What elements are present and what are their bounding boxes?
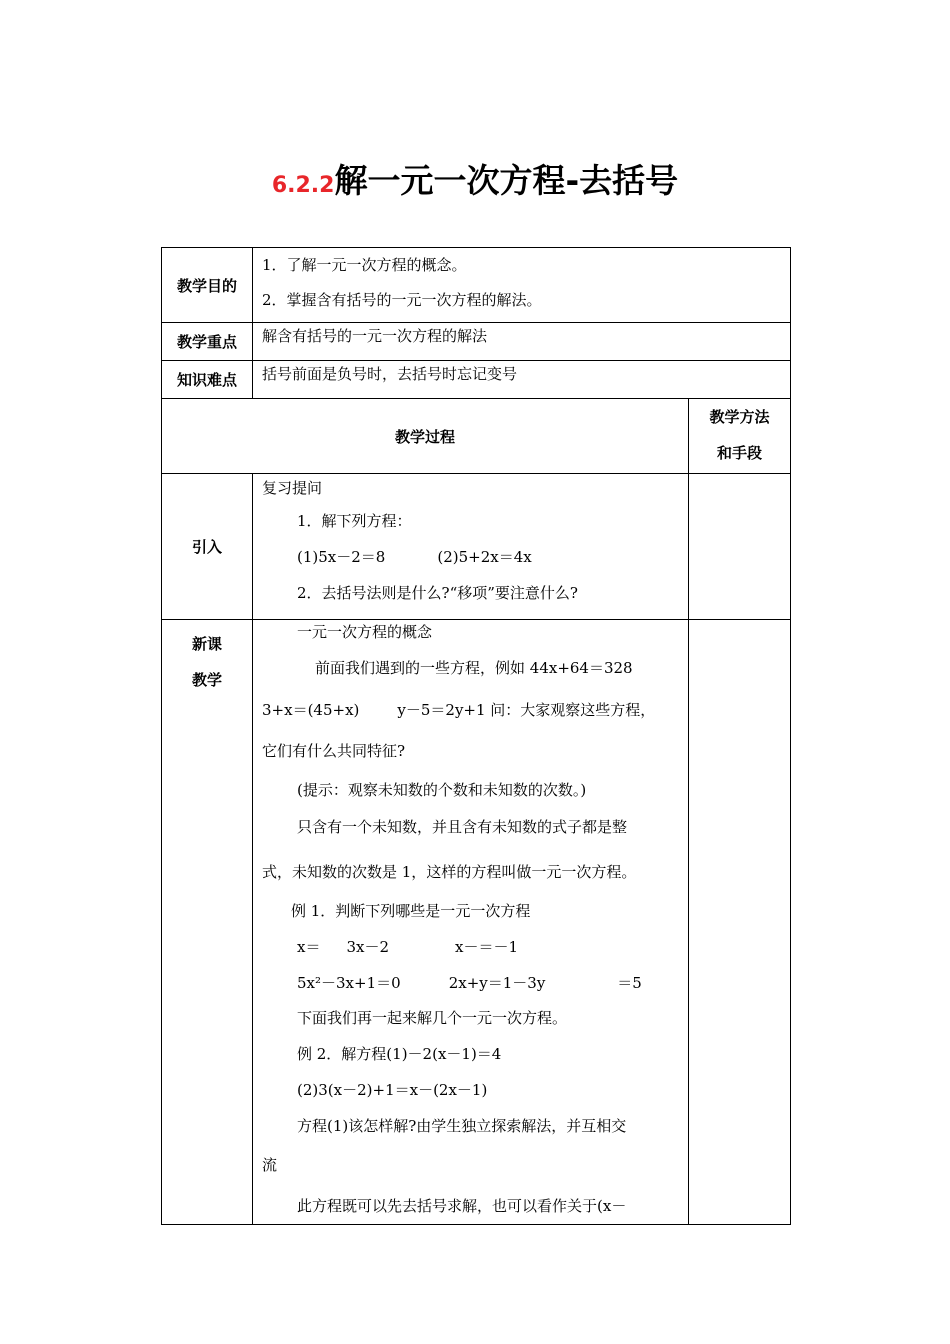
row-intro	[162, 474, 791, 620]
row-process-header	[162, 399, 791, 474]
example-equation: x－＝－1	[455, 938, 519, 956]
example-equation: 2x+y＝1－3y	[448, 974, 546, 992]
lesson-title: 解一元一次方程-去括号	[334, 161, 679, 200]
lesson-line: 方程(1)该怎样解?由学生独立探索解法，并互相交	[297, 1117, 627, 1135]
lesson-line: 例 2．解方程(1)－2(x－1)＝4	[297, 1045, 502, 1063]
example-equation: ＝5	[617, 974, 642, 992]
example-1-equations	[253, 968, 688, 998]
method-line: 教学方法	[709, 408, 770, 426]
example-equation: x＝	[297, 938, 321, 956]
focus-content	[253, 323, 791, 361]
intro-equation: (1)5x－2＝8	[297, 548, 386, 566]
lesson-line: 式，未知数的次数是 1，这样的方程叫做一元一次方程。	[262, 863, 637, 881]
lesson-line: 一元一次方程的概念	[297, 623, 433, 641]
goal-item: 1．了解一元一次方程的概念。	[262, 256, 467, 274]
lesson-equation: 3+x＝(45+x)	[262, 701, 360, 719]
example-equation: 3x－2	[346, 938, 390, 956]
lesson-line: (提示：观察未知数的个数和未知数的次数。)	[297, 781, 587, 799]
lesson-equation: y－5＝2y+1 问：大家观察这些方程，	[397, 701, 656, 719]
intro-line: 2．去括号法则是什么?“移项”要注意什么?	[297, 584, 578, 602]
difficulty-text: 括号前面是负号时，去括号时忘记变号	[262, 365, 518, 383]
example-equation: 5x²－3x+1＝0	[297, 974, 401, 992]
method-label	[689, 399, 791, 474]
row-focus	[162, 323, 791, 361]
intro-label: 引入	[162, 474, 253, 620]
lesson-line: 前面我们遇到的一些方程，例如 44x+64＝328	[315, 659, 633, 677]
row-goal	[162, 248, 791, 323]
page-title	[0, 155, 950, 202]
intro-line: 1．解下列方程：	[297, 512, 412, 530]
lesson-line: 流	[262, 1156, 278, 1174]
lesson-equations	[253, 692, 688, 728]
row-difficulty	[162, 361, 791, 399]
new-lesson-label-line: 教学	[191, 671, 222, 689]
new-lesson-method	[689, 620, 791, 1225]
focus-label: 教学重点	[162, 323, 253, 361]
goal-item: 2．掌握含有括号的一元一次方程的解法。	[262, 291, 542, 309]
goal-content	[253, 248, 791, 323]
intro-method	[689, 474, 791, 620]
process-label: 教学过程	[162, 399, 689, 474]
intro-equation: (2)5+2x＝4x	[437, 548, 532, 566]
lesson-line: (2)3(x－2)+1＝x－(2x－1)	[297, 1081, 488, 1099]
lesson-number: 6.2.2	[271, 173, 335, 198]
lesson-line: 此方程既可以先去括号求解，也可以看作关于(x－	[297, 1197, 627, 1215]
new-lesson-label	[162, 620, 253, 1225]
new-lesson-label-line: 新课	[191, 635, 222, 653]
difficulty-label: 知识难点	[162, 361, 253, 399]
lesson-line: 下面我们再一起来解几个一元一次方程。	[297, 1009, 568, 1027]
method-line: 和手段	[717, 444, 763, 462]
intro-equations	[253, 539, 688, 575]
lesson-plan-table	[161, 247, 791, 1225]
lesson-line: 只含有一个未知数，并且含有未知数的式子都是整	[297, 818, 628, 836]
lesson-line: 例 1．判断下列哪些是一元一次方程	[291, 902, 531, 920]
new-lesson-content	[253, 620, 689, 1225]
intro-line: 复习提问	[262, 479, 323, 497]
row-new-lesson	[162, 620, 791, 1225]
focus-text: 解含有括号的一元一次方程的解法	[262, 327, 488, 345]
goal-label: 教学目的	[162, 248, 253, 323]
example-1-equations	[253, 926, 688, 968]
lesson-line: 它们有什么共同特征?	[262, 742, 406, 760]
difficulty-content	[253, 361, 791, 399]
intro-content	[253, 474, 689, 620]
